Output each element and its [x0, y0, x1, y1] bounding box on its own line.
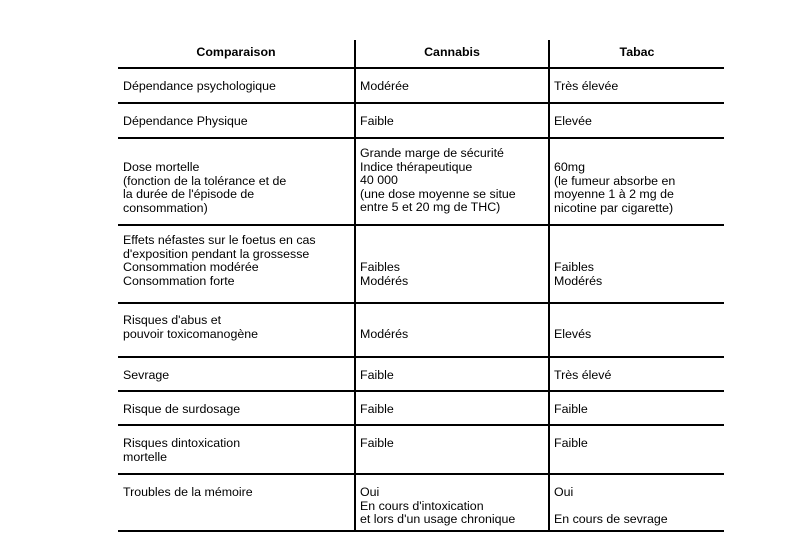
cannabis-cell — [355, 68, 549, 103]
criterion-cell — [118, 225, 355, 303]
cannabis-cell — [355, 138, 549, 225]
tabac-cell — [549, 138, 724, 225]
cell-text: Risques d'abus et — [123, 313, 222, 327]
tabac-cell — [549, 225, 724, 303]
cell-text: Oui — [554, 485, 574, 499]
table-row — [118, 103, 724, 138]
cell-spacer — [554, 500, 724, 514]
cell-text: Indice thérapeutique — [360, 159, 473, 174]
tabac-cell — [549, 68, 724, 103]
cell-text: 40 000 — [360, 173, 398, 188]
cell-text: (le fumeur absorbe en — [554, 173, 676, 188]
cell-text: Faible — [360, 368, 394, 382]
criterion-cell — [118, 138, 355, 225]
cell-text: entre 5 et 20 mg de THC) — [360, 200, 501, 215]
cell-text: Faibles — [360, 260, 400, 274]
table-row — [118, 474, 724, 531]
cell-text: Faible — [360, 114, 394, 128]
cell-text: Dépendance Physique — [123, 114, 248, 128]
table-row — [118, 68, 724, 103]
cell-text: Troubles de la mémoire — [123, 485, 253, 499]
cell-text: la durée de l'épisode de — [123, 187, 255, 202]
cell-text: pouvoir toxicomanogène — [123, 326, 259, 341]
cell-text: Grande marge de sécurité — [360, 146, 504, 160]
table-row — [118, 357, 724, 391]
cell-text: consommation) — [123, 200, 208, 215]
cannabis-cell — [355, 303, 549, 357]
cell-text: nicotine par cigarette) — [554, 200, 674, 215]
table-row — [118, 303, 724, 357]
cell-text: Dose mortelle — [123, 160, 200, 174]
cell-text: Risques dintoxication — [123, 436, 241, 450]
cell-text: Risque de surdosage — [123, 402, 241, 416]
cell-text: Faible — [554, 402, 588, 416]
table-row — [118, 138, 724, 225]
cannabis-cell — [355, 391, 549, 425]
cell-text: Faibles — [554, 260, 594, 274]
cell-text: d'exposition pendant la grossesse — [123, 246, 310, 261]
tabac-cell — [549, 391, 724, 425]
cell-text: Modérés — [554, 273, 603, 288]
cell-text: et lors d'un usage chronique — [360, 512, 516, 527]
criterion-cell — [118, 103, 355, 138]
tabac-cell — [549, 474, 724, 531]
cell-text: Consommation modérée — [123, 260, 259, 275]
criterion-cell — [118, 391, 355, 425]
cell-text: Modérée — [360, 79, 409, 93]
table-row — [118, 225, 724, 303]
cell-text: moyenne 1 à 2 mg de — [554, 187, 674, 202]
header-row — [118, 40, 724, 68]
cell-text: Faible — [360, 402, 394, 416]
cell-text: Elevés — [554, 327, 592, 341]
comparison-table — [118, 40, 724, 532]
header-comparaison: Comparaison — [118, 40, 355, 68]
cell-text: Modérés — [360, 273, 409, 288]
criterion-cell — [118, 303, 355, 357]
cell-text: En cours d'intoxication — [360, 498, 484, 513]
cell-text: (une dose moyenne se situe — [360, 186, 516, 201]
tabac-cell — [549, 103, 724, 138]
table-row — [118, 391, 724, 425]
cell-text: Modérés — [360, 327, 409, 341]
cell-text: Effets néfastes sur le foetus en cas — [123, 233, 316, 247]
cell-text: Oui — [360, 485, 380, 499]
tabac-cell — [549, 357, 724, 391]
cell-text: Faible — [554, 436, 588, 450]
cell-text: Très élevé — [554, 368, 612, 382]
criterion-cell — [118, 357, 355, 391]
table-row — [118, 425, 724, 474]
criterion-cell — [118, 425, 355, 474]
cell-text: Dépendance psychologique — [123, 79, 276, 93]
tabac-cell — [549, 303, 724, 357]
cannabis-cell — [355, 425, 549, 474]
cell-text: Très élevée — [554, 79, 619, 93]
header-tabac: Tabac — [549, 40, 724, 68]
cannabis-cell — [355, 474, 549, 531]
cannabis-cell — [355, 225, 549, 303]
criterion-cell — [118, 68, 355, 103]
cannabis-cell — [355, 103, 549, 138]
cell-text: 60mg — [554, 160, 585, 174]
cell-text: Elevée — [554, 114, 592, 128]
cannabis-cell — [355, 357, 549, 391]
cell-text: Faible — [360, 436, 394, 450]
cell-text: mortelle — [123, 449, 168, 464]
cell-text: Sevrage — [123, 368, 170, 382]
criterion-cell — [118, 474, 355, 531]
tabac-cell — [549, 425, 724, 474]
cell-text: En cours de sevrage — [554, 512, 668, 527]
header-cannabis: Cannabis — [355, 40, 549, 68]
cell-text: Consommation forte — [123, 273, 235, 288]
cell-text: (fonction de la tolérance et de — [123, 173, 287, 188]
